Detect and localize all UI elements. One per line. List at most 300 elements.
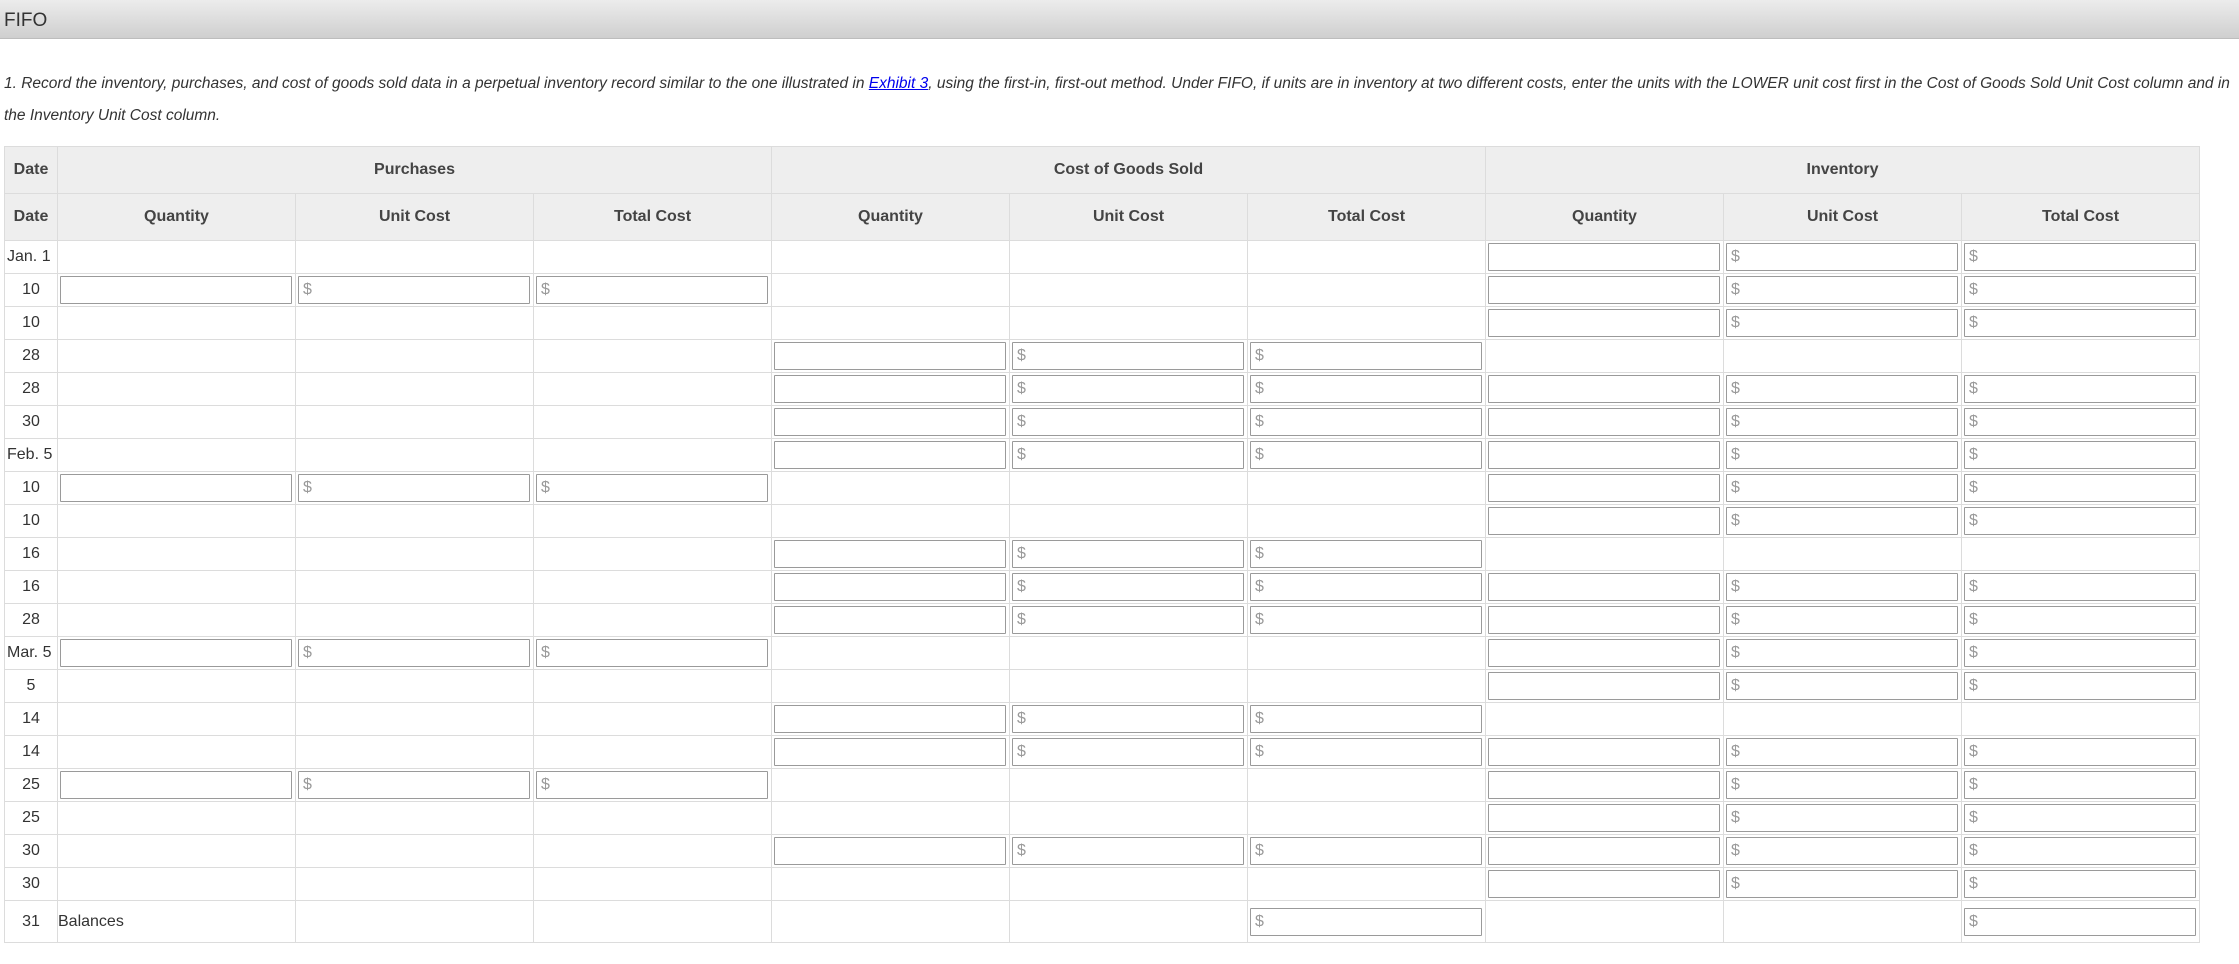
purchases-unit-cost-input[interactable] [298, 771, 530, 799]
row-date: 30 [5, 868, 58, 901]
dollar-sign: $ [1255, 413, 1264, 430]
inventory-total-cost-cell [1962, 439, 2200, 472]
purchases-quantity-cell [58, 274, 296, 307]
inventory-total-cost-input[interactable] [1964, 606, 2196, 634]
row-date: 16 [5, 571, 58, 604]
purchases-unit-cost-cell [296, 571, 534, 604]
inventory-quantity-input[interactable] [1488, 606, 1720, 634]
subheader-cogs-total-cost: Total Cost [1248, 194, 1486, 241]
cogs-quantity-cell [772, 340, 1010, 373]
inventory-total-cost-cell [1962, 538, 2200, 571]
inventory-total-cost-input[interactable] [1964, 507, 2196, 535]
inventory-unit-cost-cell [1724, 802, 1962, 835]
cogs-quantity-cell [772, 736, 1010, 769]
inventory-unit-cost-input[interactable] [1726, 870, 1958, 898]
inventory-total-balance-input[interactable] [1964, 908, 2196, 936]
table-row [5, 307, 2200, 340]
purchases-unit-cost-cell [296, 736, 534, 769]
cogs-unit-cost-input[interactable] [1012, 705, 1244, 733]
row-date: 10 [5, 505, 58, 538]
dollar-sign: $ [541, 479, 550, 496]
dollar-sign: $ [1017, 578, 1026, 595]
row-date: Jan. 1 [5, 241, 58, 274]
cogs-unit-cost-input[interactable] [1012, 738, 1244, 766]
inventory-quantity-cell [1486, 604, 1724, 637]
purchases-quantity-input[interactable] [60, 474, 292, 502]
cogs-total-cost-input[interactable] [1250, 573, 1482, 601]
inventory-unit-cost-input[interactable] [1726, 276, 1958, 304]
dollar-sign: $ [303, 644, 312, 661]
inventory-total-cost-input[interactable] [1964, 375, 2196, 403]
subheader-date: Date [5, 194, 58, 241]
dollar-sign: $ [1017, 743, 1026, 760]
cogs-total-cost-cell [1248, 736, 1486, 769]
inventory-quantity-cell [1486, 637, 1724, 670]
dollar-sign: $ [1255, 912, 1264, 930]
subheader-inventory-total-cost: Total Cost [1962, 194, 2200, 241]
cogs-total-cost-cell [1248, 703, 1486, 736]
dollar-sign: $ [1969, 677, 1978, 694]
inventory-quantity-cell [1486, 274, 1724, 307]
inventory-unit-cost-cell [1724, 538, 1962, 571]
dollar-sign: $ [1969, 875, 1978, 892]
cogs-unit-cost-cell [1010, 340, 1248, 373]
table-row [5, 736, 2200, 769]
cogs-unit-cost-cell [1010, 802, 1248, 835]
inventory-total-cost-input[interactable] [1964, 837, 2196, 865]
cogs-unit-cost-input[interactable] [1012, 540, 1244, 568]
dollar-sign: $ [1969, 512, 1978, 529]
cogs-unit-cost-cell [1010, 505, 1248, 538]
cogs-unit-cost-cell [1010, 373, 1248, 406]
purchases-quantity-input[interactable] [60, 276, 292, 304]
purchases-quantity-cell [58, 769, 296, 802]
empty-cell [1724, 901, 1962, 943]
purchases-quantity-input[interactable] [60, 639, 292, 667]
dollar-sign: $ [1255, 611, 1264, 628]
purchases-total-cost-cell [534, 670, 772, 703]
purchases-unit-cost-cell [296, 505, 534, 538]
cogs-quantity-input[interactable] [774, 342, 1006, 370]
inventory-quantity-cell [1486, 670, 1724, 703]
inventory-unit-cost-input[interactable] [1726, 738, 1958, 766]
cogs-quantity-cell [772, 439, 1010, 472]
inventory-quantity-input[interactable] [1488, 441, 1720, 469]
cogs-total-cost-input[interactable] [1250, 606, 1482, 634]
inventory-quantity-input[interactable] [1488, 243, 1720, 271]
purchases-total-cost-cell [534, 340, 772, 373]
inventory-quantity-input[interactable] [1488, 639, 1720, 667]
purchases-quantity-cell [58, 241, 296, 274]
cogs-quantity-cell [772, 703, 1010, 736]
purchases-unit-cost-cell [296, 637, 534, 670]
inventory-quantity-input[interactable] [1488, 837, 1720, 865]
dollar-sign: $ [1969, 446, 1978, 463]
cogs-unit-cost-cell [1010, 472, 1248, 505]
inventory-total-cost-input[interactable] [1964, 672, 2196, 700]
header-date: Date [5, 147, 58, 194]
cogs-quantity-cell [772, 802, 1010, 835]
inventory-total-cost-input[interactable] [1964, 309, 2196, 337]
inventory-quantity-cell [1486, 340, 1724, 373]
cogs-unit-cost-cell [1010, 274, 1248, 307]
cogs-quantity-input[interactable] [774, 540, 1006, 568]
inventory-quantity-input[interactable] [1488, 276, 1720, 304]
inventory-quantity-input[interactable] [1488, 672, 1720, 700]
cogs-unit-cost-cell [1010, 604, 1248, 637]
inventory-unit-cost-input[interactable] [1726, 804, 1958, 832]
inventory-total-cost-cell [1962, 868, 2200, 901]
row-date: 14 [5, 703, 58, 736]
purchases-quantity-cell [58, 670, 296, 703]
dollar-sign: $ [1017, 545, 1026, 562]
empty-cell [1010, 901, 1248, 943]
subheader-purchases-quantity: Quantity [58, 194, 296, 241]
dollar-sign: $ [1969, 644, 1978, 661]
instructions [4, 68, 2235, 132]
inventory-total-cost-input[interactable] [1964, 573, 2196, 601]
inventory-quantity-input[interactable] [1488, 573, 1720, 601]
cogs-unit-cost-cell [1010, 538, 1248, 571]
inventory-quantity-input[interactable] [1488, 408, 1720, 436]
purchases-quantity-input[interactable] [60, 771, 292, 799]
cogs-quantity-cell [772, 637, 1010, 670]
table-row [5, 571, 2200, 604]
dollar-sign: $ [1255, 347, 1264, 364]
cogs-unit-cost-input[interactable] [1012, 606, 1244, 634]
purchases-total-cost-cell [534, 571, 772, 604]
dollar-sign: $ [303, 479, 312, 496]
cogs-total-cost-cell [1248, 274, 1486, 307]
cogs-total-cost-cell [1248, 901, 1486, 943]
dollar-sign: $ [1969, 743, 1978, 760]
cogs-unit-cost-cell [1010, 703, 1248, 736]
inventory-unit-cost-input[interactable] [1726, 639, 1958, 667]
dollar-sign: $ [1731, 413, 1740, 430]
row-date: 25 [5, 802, 58, 835]
dollar-sign: $ [1969, 248, 1978, 265]
dollar-sign: $ [1731, 809, 1740, 826]
cogs-unit-cost-input[interactable] [1012, 837, 1244, 865]
dollar-sign: $ [1969, 912, 1978, 930]
cogs-total-cost-cell [1248, 868, 1486, 901]
row-date: 31 [5, 901, 58, 943]
table-row [5, 274, 2200, 307]
dollar-sign: $ [1969, 413, 1978, 430]
inventory-total-cost-input[interactable] [1964, 441, 2196, 469]
inventory-total-cost-input[interactable] [1964, 870, 2196, 898]
table-row [5, 406, 2200, 439]
inventory-total-cost-cell [1962, 406, 2200, 439]
purchases-unit-cost-cell [296, 670, 534, 703]
inventory-quantity-input[interactable] [1488, 804, 1720, 832]
cogs-unit-cost-input[interactable] [1012, 441, 1244, 469]
inventory-quantity-input[interactable] [1488, 375, 1720, 403]
dollar-sign: $ [1731, 248, 1740, 265]
cogs-total-cost-input[interactable] [1250, 342, 1482, 370]
dollar-sign: $ [1017, 413, 1026, 430]
dollar-sign: $ [303, 776, 312, 793]
dollar-sign: $ [1731, 842, 1740, 859]
inventory-unit-cost-input[interactable] [1726, 375, 1958, 403]
purchases-total-cost-cell [534, 769, 772, 802]
cogs-unit-cost-cell [1010, 670, 1248, 703]
inventory-quantity-input[interactable] [1488, 771, 1720, 799]
title-bar [0, 0, 2239, 39]
purchases-quantity-cell [58, 406, 296, 439]
inventory-total-cost-cell [1962, 637, 2200, 670]
dollar-sign: $ [1969, 314, 1978, 331]
inventory-total-cost-cell [1962, 703, 2200, 736]
dollar-sign: $ [1969, 479, 1978, 496]
cogs-unit-cost-cell [1010, 307, 1248, 340]
inventory-total-cost-cell [1962, 340, 2200, 373]
cogs-quantity-cell [772, 571, 1010, 604]
instructions-text-after: , using the first-in, first-out method. Under FIFO, if units are in inventory at two different costs, enter the units with the LOWER unit cost first in the Cost of Goods Sold Unit Cost column and in the Inventory Unit Cost column. [4, 75, 2230, 124]
cogs-total-cost-cell [1248, 604, 1486, 637]
purchases-quantity-cell [58, 868, 296, 901]
purchases-unit-cost-cell [296, 307, 534, 340]
row-date: 10 [5, 274, 58, 307]
row-date: 28 [5, 340, 58, 373]
purchases-quantity-cell [58, 835, 296, 868]
cogs-quantity-input[interactable] [774, 573, 1006, 601]
cogs-quantity-input[interactable] [774, 705, 1006, 733]
inventory-unit-cost-input[interactable] [1726, 606, 1958, 634]
inventory-total-cost-input[interactable] [1964, 408, 2196, 436]
cogs-quantity-input[interactable] [774, 738, 1006, 766]
inventory-total-cost-cell [1962, 802, 2200, 835]
purchases-unit-cost-cell [296, 802, 534, 835]
inventory-quantity-cell [1486, 703, 1724, 736]
inventory-unit-cost-cell [1724, 505, 1962, 538]
cogs-total-cost-input[interactable] [1250, 738, 1482, 766]
inventory-quantity-input[interactable] [1488, 474, 1720, 502]
cogs-unit-cost-input[interactable] [1012, 408, 1244, 436]
purchases-unit-cost-input[interactable] [298, 276, 530, 304]
cogs-total-cost-cell [1248, 802, 1486, 835]
inventory-total-cost-input[interactable] [1964, 243, 2196, 271]
balances-label: Balances [58, 901, 296, 943]
row-date: 28 [5, 373, 58, 406]
dollar-sign: $ [1017, 380, 1026, 397]
inventory-unit-cost-input[interactable] [1726, 573, 1958, 601]
table-row [5, 538, 2200, 571]
inventory-unit-cost-input[interactable] [1726, 771, 1958, 799]
cogs-total-cost-input[interactable] [1250, 441, 1482, 469]
purchases-total-cost-input[interactable] [536, 276, 768, 304]
inventory-total-cost-input[interactable] [1964, 738, 2196, 766]
inventory-quantity-cell [1486, 769, 1724, 802]
purchases-total-cost-input[interactable] [536, 474, 768, 502]
purchases-quantity-cell [58, 307, 296, 340]
inventory-total-cost-input[interactable] [1964, 771, 2196, 799]
inventory-quantity-cell [1486, 868, 1724, 901]
cogs-quantity-input[interactable] [774, 408, 1006, 436]
cogs-unit-cost-input[interactable] [1012, 342, 1244, 370]
inventory-unit-cost-cell [1724, 472, 1962, 505]
cogs-unit-cost-cell [1010, 769, 1248, 802]
subheader-purchases-unit-cost: Unit Cost [296, 194, 534, 241]
cogs-total-cost-input[interactable] [1250, 408, 1482, 436]
inventory-quantity-input[interactable] [1488, 870, 1720, 898]
inventory-quantity-cell [1486, 472, 1724, 505]
inventory-unit-cost-input[interactable] [1726, 672, 1958, 700]
exhibit-link[interactable]: Exhibit 3 [868, 75, 929, 92]
cogs-total-cost-cell [1248, 670, 1486, 703]
header-purchases: Purchases [58, 147, 772, 194]
inventory-quantity-cell [1486, 241, 1724, 274]
inventory-quantity-cell [1486, 439, 1724, 472]
cogs-quantity-input[interactable] [774, 837, 1006, 865]
inventory-quantity-cell [1486, 571, 1724, 604]
inventory-total-cost-cell [1962, 505, 2200, 538]
empty-cell [1486, 901, 1724, 943]
cogs-total-cost-cell [1248, 406, 1486, 439]
inventory-quantity-cell [1486, 373, 1724, 406]
inventory-quantity-cell [1486, 736, 1724, 769]
cogs-total-cost-cell [1248, 571, 1486, 604]
purchases-total-cost-input[interactable] [536, 639, 768, 667]
inventory-total-cost-cell [1962, 901, 2200, 943]
cogs-total-cost-cell [1248, 439, 1486, 472]
balances-row [5, 901, 2200, 943]
inventory-unit-cost-input[interactable] [1726, 408, 1958, 436]
dollar-sign: $ [1731, 644, 1740, 661]
inventory-quantity-cell [1486, 802, 1724, 835]
dollar-sign: $ [1969, 578, 1978, 595]
dollar-sign: $ [1731, 479, 1740, 496]
cogs-total-cost-input[interactable] [1250, 540, 1482, 568]
inventory-unit-cost-cell [1724, 736, 1962, 769]
cogs-quantity-input[interactable] [774, 606, 1006, 634]
cogs-unit-cost-input[interactable] [1012, 375, 1244, 403]
cogs-quantity-input[interactable] [774, 441, 1006, 469]
row-date: 16 [5, 538, 58, 571]
inventory-total-cost-cell [1962, 670, 2200, 703]
inventory-quantity-input[interactable] [1488, 309, 1720, 337]
purchases-quantity-cell [58, 373, 296, 406]
purchases-total-cost-input[interactable] [536, 771, 768, 799]
row-date: Mar. 5 [5, 637, 58, 670]
table-row [5, 868, 2200, 901]
cogs-quantity-cell [772, 868, 1010, 901]
dollar-sign: $ [541, 281, 550, 298]
purchases-total-cost-cell [534, 406, 772, 439]
inventory-total-cost-input[interactable] [1964, 639, 2196, 667]
cogs-total-cost-input[interactable] [1250, 837, 1482, 865]
inventory-quantity-input[interactable] [1488, 507, 1720, 535]
empty-cell [534, 901, 772, 943]
dollar-sign: $ [1255, 842, 1264, 859]
inventory-total-cost-cell [1962, 736, 2200, 769]
inventory-unit-cost-input[interactable] [1726, 441, 1958, 469]
purchases-quantity-cell [58, 736, 296, 769]
inventory-unit-cost-input[interactable] [1726, 309, 1958, 337]
dollar-sign: $ [1969, 776, 1978, 793]
inventory-unit-cost-cell [1724, 571, 1962, 604]
inventory-unit-cost-cell [1724, 604, 1962, 637]
cogs-quantity-cell [772, 835, 1010, 868]
dollar-sign: $ [1731, 677, 1740, 694]
inventory-unit-cost-input[interactable] [1726, 837, 1958, 865]
purchases-quantity-cell [58, 604, 296, 637]
dollar-sign: $ [1731, 281, 1740, 298]
inventory-unit-cost-input[interactable] [1726, 507, 1958, 535]
table-row [5, 769, 2200, 802]
purchases-quantity-cell [58, 703, 296, 736]
cogs-unit-cost-cell [1010, 637, 1248, 670]
inventory-total-cost-input[interactable] [1964, 474, 2196, 502]
dollar-sign: $ [1969, 842, 1978, 859]
table-row [5, 340, 2200, 373]
subheader-cogs-unit-cost: Unit Cost [1010, 194, 1248, 241]
inventory-total-cost-input[interactable] [1964, 276, 2196, 304]
dollar-sign: $ [1731, 380, 1740, 397]
purchases-total-cost-cell [534, 802, 772, 835]
purchases-unit-cost-cell [296, 703, 534, 736]
inventory-total-cost-input[interactable] [1964, 804, 2196, 832]
inventory-quantity-cell [1486, 505, 1724, 538]
inventory-unit-cost-input[interactable] [1726, 474, 1958, 502]
row-date: 30 [5, 406, 58, 439]
inventory-total-cost-cell [1962, 571, 2200, 604]
dollar-sign: $ [1017, 611, 1026, 628]
inventory-unit-cost-cell [1724, 274, 1962, 307]
cogs-unit-cost-cell [1010, 406, 1248, 439]
cogs-total-cost-cell [1248, 472, 1486, 505]
dollar-sign: $ [1969, 809, 1978, 826]
table-row [5, 505, 2200, 538]
cogs-total-balance-input[interactable] [1250, 908, 1482, 936]
subheader-purchases-total-cost: Total Cost [534, 194, 772, 241]
purchases-quantity-cell [58, 439, 296, 472]
dollar-sign: $ [1255, 380, 1264, 397]
cogs-quantity-cell [772, 670, 1010, 703]
purchases-unit-cost-input[interactable] [298, 474, 530, 502]
cogs-unit-cost-input[interactable] [1012, 573, 1244, 601]
inventory-quantity-cell [1486, 835, 1724, 868]
dollar-sign: $ [541, 776, 550, 793]
purchases-unit-cost-input[interactable] [298, 639, 530, 667]
purchases-total-cost-cell [534, 472, 772, 505]
purchases-unit-cost-cell [296, 868, 534, 901]
empty-cell [772, 901, 1010, 943]
header-cost-of-goods-sold: Cost of Goods Sold [772, 147, 1486, 194]
cogs-quantity-cell [772, 307, 1010, 340]
cogs-quantity-cell [772, 505, 1010, 538]
purchases-quantity-cell [58, 340, 296, 373]
cogs-quantity-cell [772, 769, 1010, 802]
row-date: 10 [5, 307, 58, 340]
cogs-total-cost-input[interactable] [1250, 375, 1482, 403]
cogs-total-cost-input[interactable] [1250, 705, 1482, 733]
inventory-quantity-cell [1486, 538, 1724, 571]
inventory-total-cost-cell [1962, 835, 2200, 868]
inventory-unit-cost-input[interactable] [1726, 243, 1958, 271]
purchases-total-cost-cell [534, 835, 772, 868]
purchases-unit-cost-cell [296, 769, 534, 802]
purchases-unit-cost-cell [296, 472, 534, 505]
row-date: 10 [5, 472, 58, 505]
cogs-quantity-input[interactable] [774, 375, 1006, 403]
cogs-quantity-cell [772, 373, 1010, 406]
cogs-total-cost-cell [1248, 505, 1486, 538]
inventory-unit-cost-cell [1724, 241, 1962, 274]
inventory-total-cost-cell [1962, 769, 2200, 802]
inventory-quantity-input[interactable] [1488, 738, 1720, 766]
cogs-quantity-cell [772, 241, 1010, 274]
